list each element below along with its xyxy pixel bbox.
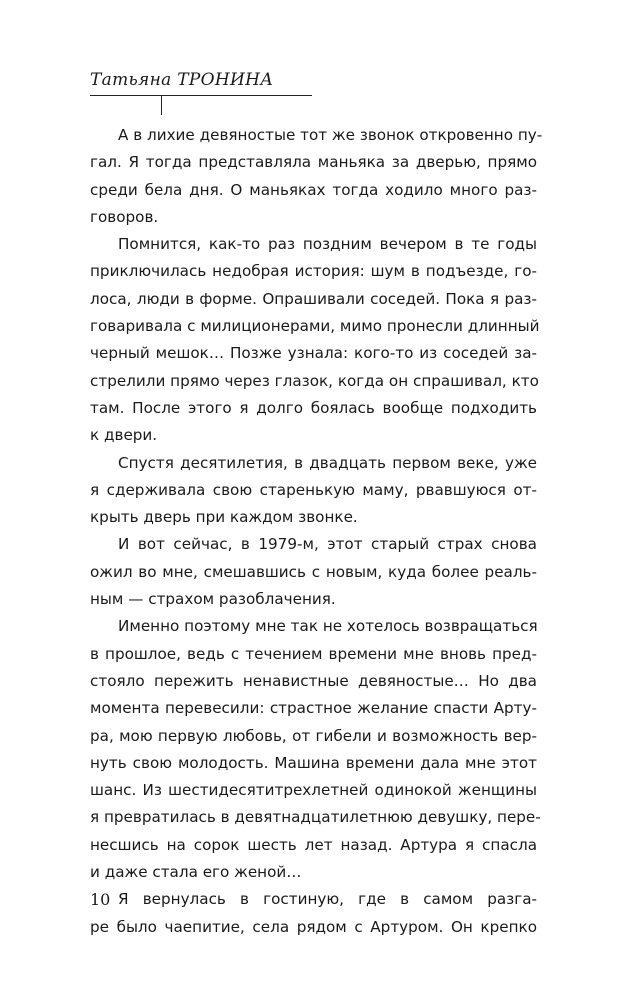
text-line: ным — страхом разоблачения. — [90, 590, 336, 609]
text-line: ра, мою первую любовь, от гибели и возможность вер- — [90, 726, 537, 745]
text-line: там. После этого я долго боялась вообще подходить — [90, 398, 537, 417]
text-line: Спустя десятилетия, в двадцать первом веке, уже — [118, 453, 537, 472]
page-number: 10 — [90, 890, 111, 909]
running-head: Татьяна ТРОНИНА — [90, 70, 274, 90]
text-line: стояло пережить ненавистные девяностые… Но два — [90, 671, 537, 690]
text-line: гал. Я тогда представляла маньяка за дверью, прямо — [90, 153, 537, 172]
text-line: ожил во мне, смешавшись с новым, куда более реаль- — [90, 562, 537, 581]
text-line: говаривала с милиционерами, мимо пронесли длинный — [90, 317, 540, 336]
text-line: среди бела дня. О маньяках тогда ходило много раз- — [90, 180, 537, 199]
paragraph — [90, 613, 541, 886]
text-line: А в лихие девяностые тот же звонок откровенно пу- — [118, 126, 543, 144]
text-line: И вот сейчас, в 1979-м, этот старый страх снова — [118, 535, 537, 554]
text-line: шанс. Из шестидесятитрехлетней одинокой женщины — [90, 781, 537, 800]
paragraph — [90, 886, 537, 941]
body-text — [90, 122, 543, 941]
text-line: говоров. — [90, 207, 159, 226]
text-line: я сдерживала свою старенькую маму, рвавшуюся от- — [90, 480, 537, 499]
paragraph — [90, 450, 537, 532]
header-rule-tick — [161, 95, 162, 115]
paragraph — [90, 122, 543, 231]
text-line: черный мешок… Позже узнала: кого-то из соседей за- — [90, 344, 537, 363]
header-rule — [90, 95, 312, 96]
paragraph — [90, 231, 540, 449]
text-line: Помнится, как-то раз поздним вечером в те годы — [118, 235, 537, 254]
text-line: нуть свою молодость. Машина времени дала мне этот — [90, 753, 537, 772]
text-line: момента перевесили: страстное желание спасти Арту- — [90, 699, 537, 718]
text-line: приключилась недобрая история: шум в подъезде, го- — [90, 262, 537, 281]
text-line: в прошлое, ведь с течением времени мне вновь пред- — [90, 644, 537, 663]
paragraph — [90, 531, 537, 613]
text-line: я превратилась в девятнадцатилетнюю девушку, пере- — [90, 808, 541, 827]
text-line: Я вернулась в гостиную, где в самом разга- — [118, 890, 537, 909]
text-line: лоса, люди в форме. Опрашивали соседей. Пока я раз- — [90, 289, 537, 308]
text-line: Именно поэтому мне так не хотелось возвращаться — [118, 617, 538, 636]
text-line: стрелили прямо через глазок, когда он спрашивал, кто — [90, 371, 539, 390]
text-line: ре было чаепитие, села рядом с Артуром. Он крепко — [90, 917, 537, 936]
text-line: и даже стала его женой… — [90, 863, 302, 882]
text-line: к двери. — [90, 426, 158, 445]
text-line: несшись на сорок шесть лет назад. Артура я спасла — [90, 835, 537, 854]
text-line: крыть дверь при каждом звонке. — [90, 508, 358, 527]
